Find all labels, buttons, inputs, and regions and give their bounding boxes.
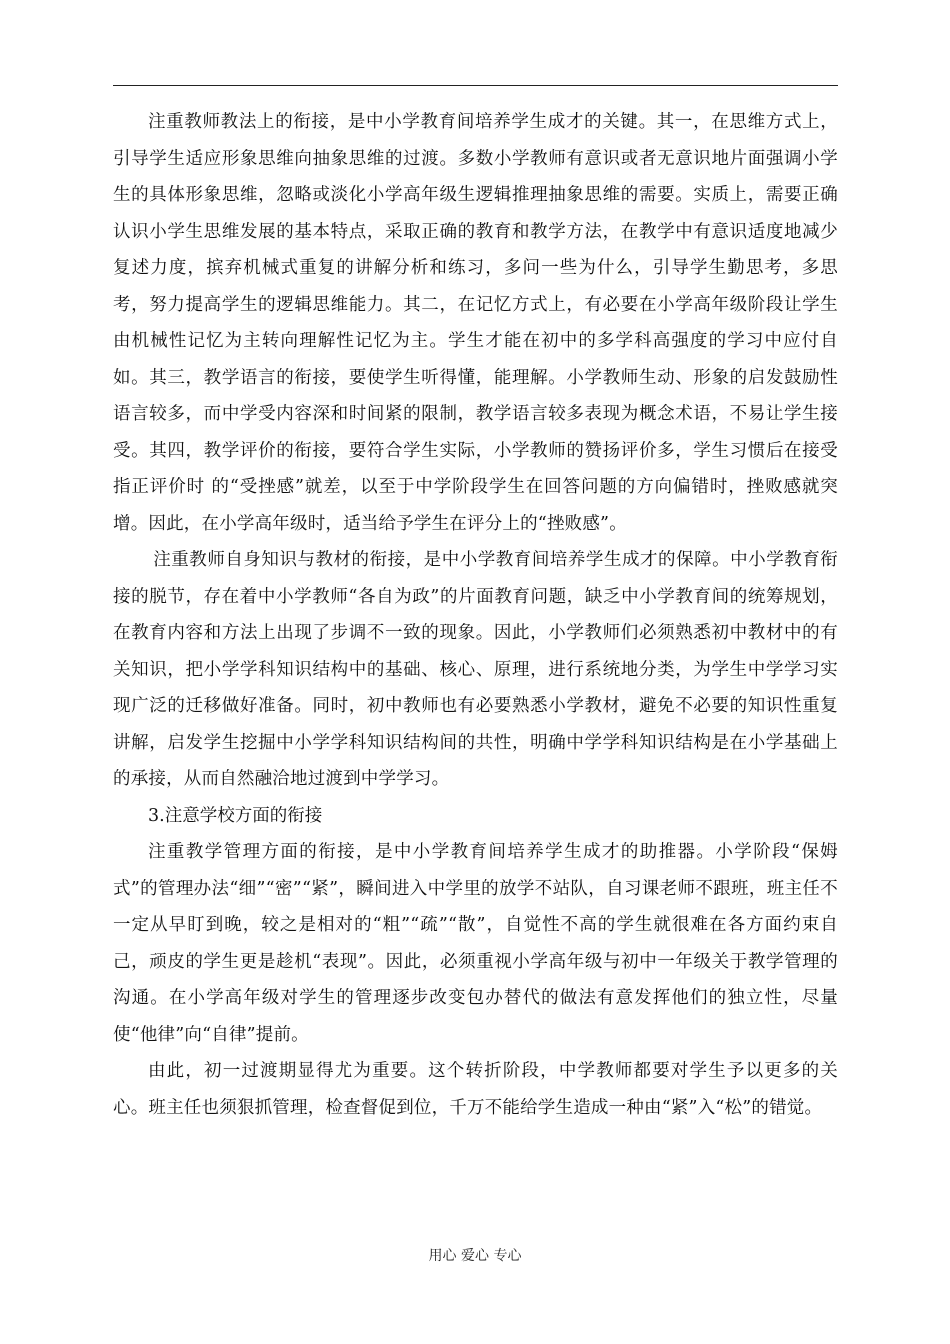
document-body [113, 104, 838, 1126]
header-rule [113, 85, 838, 86]
paragraph-conclusion: 由此，初一过渡期显得尤为重要。这个转折阶段，中学教师都要对学生予以更多的关心。班主任也须狠抓管理，检查督促到位，千万不能给学生造成一种由“紧”入“松”的错觉。 [113, 1061, 838, 1118]
paragraph-teacher-knowledge: 注重教师自身知识与教材的衔接，是中小学教育间培养学生成才的保障。中小学教育衔接的脱节，存在着中小学教师“各自为政”的片面教育问题，缺乏中小学教育间的统筹规划，在教育内容和方法上出现了步调不一致的现象。因此，小学教师们必须熟悉初中教材中的有关知识，把小学学科知识结构中的基础、核心、原理，进行系统地分类，为学生中学学习实现广泛的迁移做好准备。同时，初中教师也有必要熟悉小学教材，避免不必要的知识性重复讲解，启发学生挖掘中小学学科知识结构间的共性，明确中学学科知识结构是在小学基础上的承接，从而自然融洽地过渡到中学学习。 [113, 550, 838, 789]
paragraph-school-management: 注重教学管理方面的衔接，是中小学教育间培养学生成才的助推器。小学阶段“保姆式”的管理办法“细”“密”“紧”，瞬间进入中学里的放学不站队，自习课老师不跟班，班主任不一定从早盯到晚，较之是相对的“粗”“疏”“散”，自觉性不高的学生就很难在各方面约束自己，顽皮的学生更是趁机“表现”。因此，必须重视小学高年级与初中一年级关于教学管理的沟通。在小学高年级对学生的管理逐步改变包办替代的做法有意发挥他们的独立性，尽量使“他律”向“自律”提前。 [113, 842, 838, 1045]
page-footer: 用心 爱心 专心 [428, 1248, 522, 1264]
paragraph-teaching-method: 注重教师教法上的衔接，是中小学教育间培养学生成才的关键。其一，在思维方式上，引导学生适应形象思维向抽象思维的过渡。多数小学教师有意识或者无意识地片面强调小学生的具体形象思维，忽略或淡化小学高年级生逻辑推理抽象思维的需要。实质上，需要正确认识小学生思维发展的基本特点，采取正确的教育和教学方法，在教学中有意识适度地减少复述力度，摈弃机械式重复的讲解分析和练习，多问一些为什么，引导学生勤思考，多思考，努力提高学生的逻辑思维能力。其二，在记忆方式上，有必要在小学高年级阶段让学生由机械性记忆为主转向理解性记忆为主。学生才能在初中的多学科高强度的学习中应付自如。其三，教学语言的衔接，要使学生听得懂，能理解。小学教师生动、形象的启发鼓励性语言较多，而中学受内容深和时间紧的限制，教学语言较多表现为概念术语，不易让学生接受。其四，教学评价的衔接，要符合学生实际，小学教师的赞扬评价多，学生习惯后在接受指正评价时 的“受挫感”就差，以至于中学阶段学生在回答问题的方向偏错时，挫败感就突增。因此，在小学高年级时，适当给予学生在评分上的“挫败感”。 [113, 112, 838, 534]
section-heading: 3.注意学校方面的衔接 [148, 805, 323, 826]
